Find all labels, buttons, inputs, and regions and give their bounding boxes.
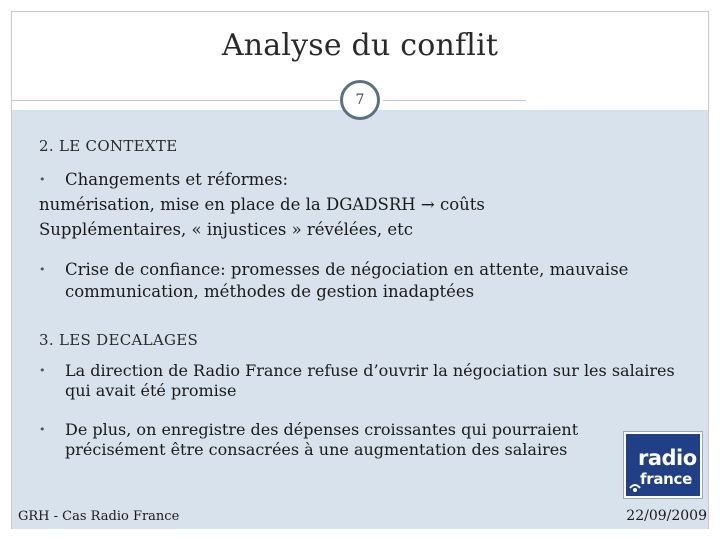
bullet-text-continued: Supplémentaires, « injustices » révélées, etc xyxy=(39,220,414,239)
bullet-row xyxy=(39,259,699,281)
bullet-direction xyxy=(39,361,699,401)
section-heading-context: 2. LE CONTEXTE xyxy=(39,137,178,155)
bullet-text: La direction de Radio France refuse d’ouvrir la négociation sur les salaires xyxy=(65,361,675,380)
section-heading-decalages: 3. LES DECALAGES xyxy=(39,331,199,349)
bullet-icon: • xyxy=(39,364,46,377)
logo-swirl-icon xyxy=(628,480,642,494)
page-number-badge xyxy=(340,80,380,120)
title-divider-left xyxy=(12,100,339,101)
page-number: 7 xyxy=(355,92,365,108)
bullet-text: Changements et réformes: xyxy=(65,170,289,189)
slide-title: Analyse du conflit xyxy=(221,28,499,63)
bullet-row xyxy=(39,281,699,303)
bullet-row xyxy=(39,169,699,191)
logo-text-france: france xyxy=(640,470,692,488)
footer-left-text: GRH - Cas Radio France xyxy=(18,509,180,524)
bullet-text-continued: numérisation, mise en place de la DGADSRH → coûts xyxy=(39,195,485,214)
logo-text-radio: radio xyxy=(638,446,697,470)
bullet-crise xyxy=(39,259,699,303)
bullet-row xyxy=(39,361,699,381)
bullet-icon: • xyxy=(39,263,46,276)
bullet-text: De plus, on enregistre des dépenses croissantes qui pourraient xyxy=(65,420,579,439)
bullet-icon: • xyxy=(39,173,46,186)
radio-france-logo xyxy=(624,432,702,498)
bullet-row xyxy=(39,440,609,460)
bullet-text: précisément être consacrées à une augmentation des salaires xyxy=(65,440,568,459)
bullet-icon: • xyxy=(39,423,46,436)
bullet-row xyxy=(39,420,609,440)
footer-date: 22/09/2009 xyxy=(626,508,707,524)
bullet-text: communication, méthodes de gestion inadaptées xyxy=(65,282,475,301)
bullet-row xyxy=(39,381,699,401)
bullet-text: qui avait été promise xyxy=(65,381,237,400)
title-divider-right xyxy=(383,100,526,101)
bullet-text: Crise de confiance: promesses de négociation en attente, mauvaise xyxy=(65,260,629,279)
bullet-depenses xyxy=(39,420,609,460)
bullet-changements xyxy=(39,169,699,241)
